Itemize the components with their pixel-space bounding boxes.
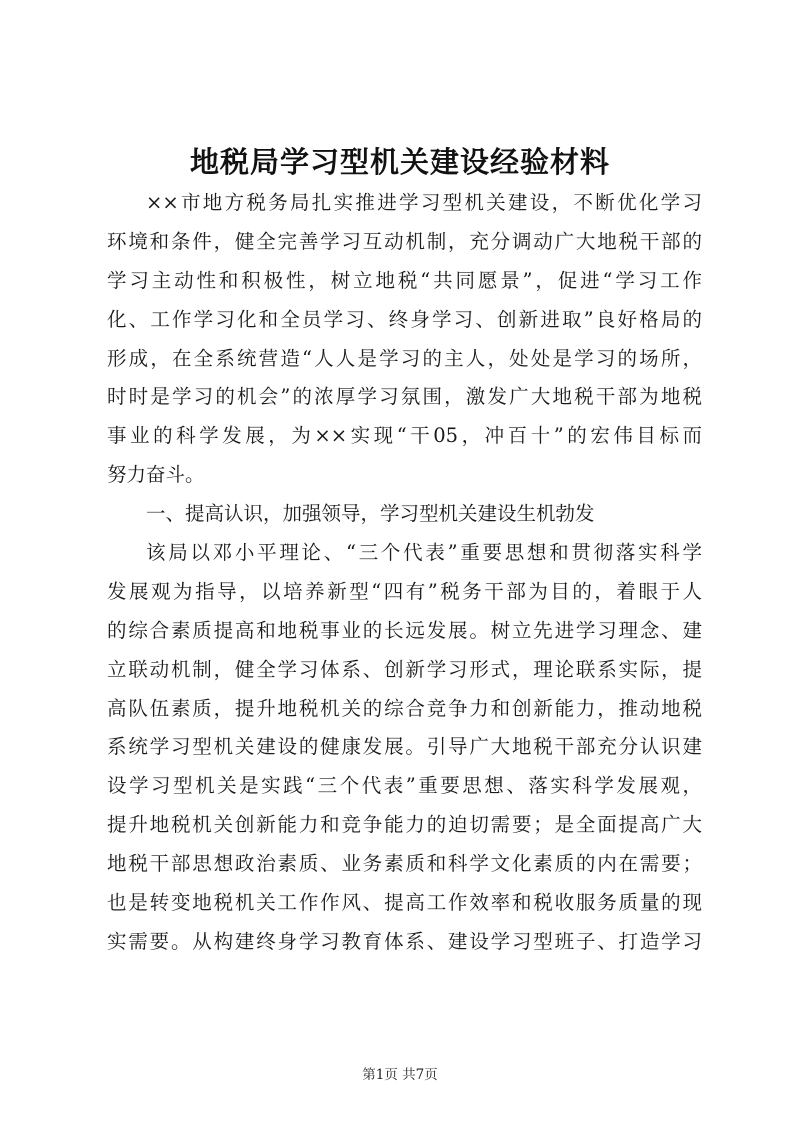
paragraph-2-line-6: 系统学习型机关建设的健康发展。引导广大地税干部充分认识建 — [107, 735, 702, 759]
document-body — [107, 184, 702, 962]
document-title: 地税局学习型机关建设经验材料 — [189, 145, 610, 179]
paragraph-2-line-7: 设学习型机关是实践“三个代表”重要思想、落实科学发展观， — [107, 774, 702, 798]
paragraph-1-line-3: 学习主动性和积极性，树立地税“共同愿景”，促进“学习工作 — [107, 268, 702, 292]
page-number-footer: 第1页 共7页 — [362, 1067, 438, 1083]
paragraph-2-line-11: 实需要。从构建终身学习教育体系、建设学习型班子、打造学习 — [107, 929, 702, 953]
paragraph-2-line-3: 的综合素质提高和地税事业的长远发展。树立先进学习理念、建 — [107, 618, 702, 642]
paragraph-1-line-8: 努力奋斗。 — [107, 463, 205, 487]
paragraph-2-line-2: 发展观为指导，以培养新型“四有”税务干部为目的，着眼于人 — [107, 579, 702, 603]
paragraph-1-line-1: ××市地方税务局扎实推进学习型机关建设，不断优化学习 — [146, 191, 702, 214]
paragraph-1-line-5: 形成，在全系统营造“人人是学习的主人，处处是学习的场所， — [107, 346, 702, 370]
paragraph-1-line-7: 事业的科学发展，为××实现“干05，冲百十”的宏伟目标而 — [107, 424, 702, 448]
paragraph-2-line-10: 也是转变地税机关工作作风、提高工作效率和税收服务质量的现 — [107, 891, 702, 915]
paragraph-2-line-1: 该局以邓小平理论、“三个代表”重要思想和贯彻落实科学 — [146, 541, 702, 565]
paragraph-2-line-5: 高队伍素质，提升地税机关的综合竞争力和创新能力，推动地税 — [107, 696, 702, 720]
paragraph-2-line-4: 立联动机制，健全学习体系、创新学习形式，理论联系实际，提 — [107, 657, 702, 681]
paragraph-1-line-2: 环境和条件，健全完善学习互动机制，充分调动广大地税干部的 — [107, 229, 702, 253]
paragraph-2-line-9: 地税干部思想政治素质、业务素质和科学文化素质的内在需要； — [107, 852, 702, 876]
paragraph-1-line-6: 时时是学习的机会”的浓厚学习氛围，激发广大地税干部为地税 — [107, 385, 702, 409]
section-heading-1: 一、提高认识，加强领导，学习型机关建设生机勃发 — [146, 502, 595, 526]
paragraph-2-line-8: 提升地税机关创新能力和竞争能力的迫切需要；是全面提高广大 — [107, 813, 702, 837]
paragraph-1-line-4: 化、工作学习化和全员学习、终身学习、创新进取”良好格局的 — [107, 307, 702, 331]
